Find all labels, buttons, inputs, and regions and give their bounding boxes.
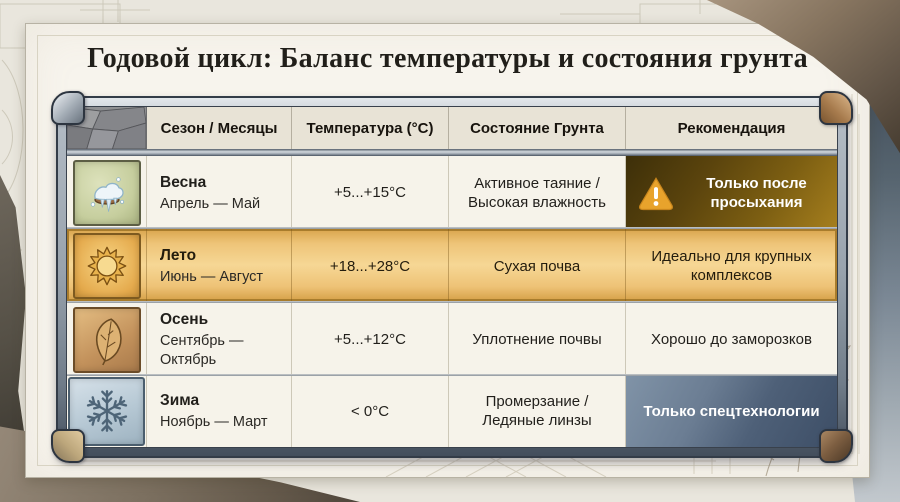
recommendation-cell: Идеально для крупных комплексов xyxy=(651,247,812,285)
season-name: Весна xyxy=(160,173,207,191)
table-row-spring xyxy=(67,156,837,227)
warning-triangle-icon xyxy=(636,175,676,212)
season-name: Осень xyxy=(160,310,209,328)
corner-ornament-bottom-right xyxy=(819,429,853,463)
sun-icon xyxy=(73,233,141,299)
recommendation-text: Только после просыхания xyxy=(706,174,807,211)
corner-ornament-top-right xyxy=(819,91,853,125)
table-header-row xyxy=(67,107,837,149)
season-name: Лето xyxy=(160,246,197,264)
temperature-cell: +5...+12°C xyxy=(292,303,449,377)
header-season: Сезон / Месяцы xyxy=(147,107,292,149)
temperature-cell: < 0°C xyxy=(292,376,449,447)
season-months: Сентябрь — Октябрь xyxy=(160,332,244,368)
metal-divider xyxy=(67,149,837,156)
season-icon-cell xyxy=(67,229,147,303)
temperature-cell: +18...+28°C xyxy=(292,229,449,303)
ground-cell: Уплотнение почвы xyxy=(449,303,626,377)
seasons-table xyxy=(66,106,838,448)
melting-snow-icon xyxy=(73,160,141,226)
paper-card xyxy=(25,23,870,478)
season-icon-cell xyxy=(67,303,147,377)
temperature-cell: +5...+15°C xyxy=(292,156,449,230)
corner-ornament-bottom-left xyxy=(51,429,85,463)
table-row-winter xyxy=(67,376,837,447)
ground-cell: Промерзание / Ледяные линзы xyxy=(449,376,626,447)
leaf-icon xyxy=(73,307,141,373)
season-name: Зима xyxy=(160,391,200,409)
seasons-table-frame xyxy=(56,96,848,458)
season-months: Апрель — Май xyxy=(160,195,261,212)
season-cell xyxy=(147,229,292,303)
recommendation-cell: Хорошо до заморозков xyxy=(651,330,812,348)
season-cell xyxy=(147,303,292,377)
recommendation-cell-warning xyxy=(626,156,837,230)
header-ground: Состояние Грунта xyxy=(449,107,626,149)
season-months: Июнь — Август xyxy=(160,268,264,285)
season-cell xyxy=(147,156,292,230)
table-row-summer xyxy=(67,229,837,300)
ground-cell: Активное таяние / Высокая влажность xyxy=(449,156,626,230)
season-months: Ноябрь — Март xyxy=(160,414,268,431)
table-row-autumn xyxy=(67,303,837,374)
recommendation-cell-special: Только спецтехнологии xyxy=(626,376,837,447)
season-cell xyxy=(147,376,292,447)
header-recommendation: Рекомендация xyxy=(677,119,786,137)
header-temperature: Температура (°C) xyxy=(292,107,449,149)
page-title: Годовой цикл: Баланс температуры и состояния грунта xyxy=(87,43,808,74)
season-icon-cell xyxy=(67,156,147,230)
corner-ornament-top-left xyxy=(51,91,85,125)
ground-cell: Сухая почва xyxy=(449,229,626,303)
